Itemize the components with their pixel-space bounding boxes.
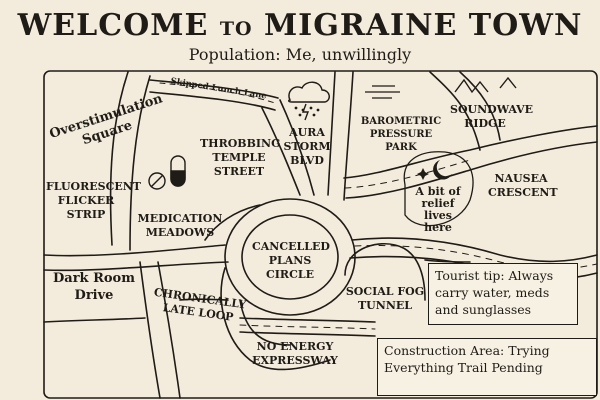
sparkle-icon	[417, 168, 429, 180]
storm-cloud-icon	[289, 82, 330, 120]
label-dark-room-drive: Dark Room Drive	[53, 271, 135, 303]
capsule-icon	[171, 156, 185, 186]
label-medication-meadows: MEDICATION MEADOWS	[137, 212, 223, 239]
label-cancelled-plans-circle: CANCELLED PLANS CIRCLE	[252, 240, 330, 281]
label-no-energy-expressway: NO ENERGY EXPRESSWAY	[252, 340, 338, 367]
title-part-town: MIGRAINE TOWN	[263, 8, 583, 43]
wind-icon	[365, 86, 400, 98]
label-skipped-lunch-lane: Skipped Lunch Lane	[169, 76, 268, 102]
pill-icon	[149, 173, 165, 189]
mountains-icon	[455, 78, 516, 92]
label-throbbing-temple-street: THROBBING TEMPLE STREET	[200, 137, 281, 178]
label-chronically-late-loop: CHRONICALLY LATE LOOP	[153, 285, 247, 324]
label-social-fog-tunnel: SOCIAL FOG TUNNEL	[345, 285, 425, 312]
label-aura-storm-blvd: AURA STORM BLVD	[283, 126, 331, 167]
label-barometric-pressure-park: BAROMETRIC PRESSURE PARK	[360, 116, 442, 153]
title-part-welcome: WELCOME	[17, 8, 209, 43]
label-relief: A bit of relief lives here	[415, 185, 461, 234]
label-nausea-crescent: NAUSEA CRESCENT	[488, 172, 558, 199]
label-fluorescent-flicker-strip: FLUORESCENT FLICKER STRIP	[46, 180, 141, 221]
title-part-to: TO	[219, 18, 253, 40]
label-overstimulation-square: Overstimulation Square	[47, 91, 165, 149]
moon-icon	[433, 160, 452, 180]
construction-area-box: Construction Area: Trying Everything Trail Pending	[377, 338, 597, 396]
tourist-tip-box: Tourist tip: Always carry water, meds and sunglasses	[428, 263, 578, 325]
label-soundwave-ridge: SOUNDWAVE RIDGE	[450, 103, 534, 130]
map-subtitle: Population: Me, unwillingly	[188, 45, 412, 64]
